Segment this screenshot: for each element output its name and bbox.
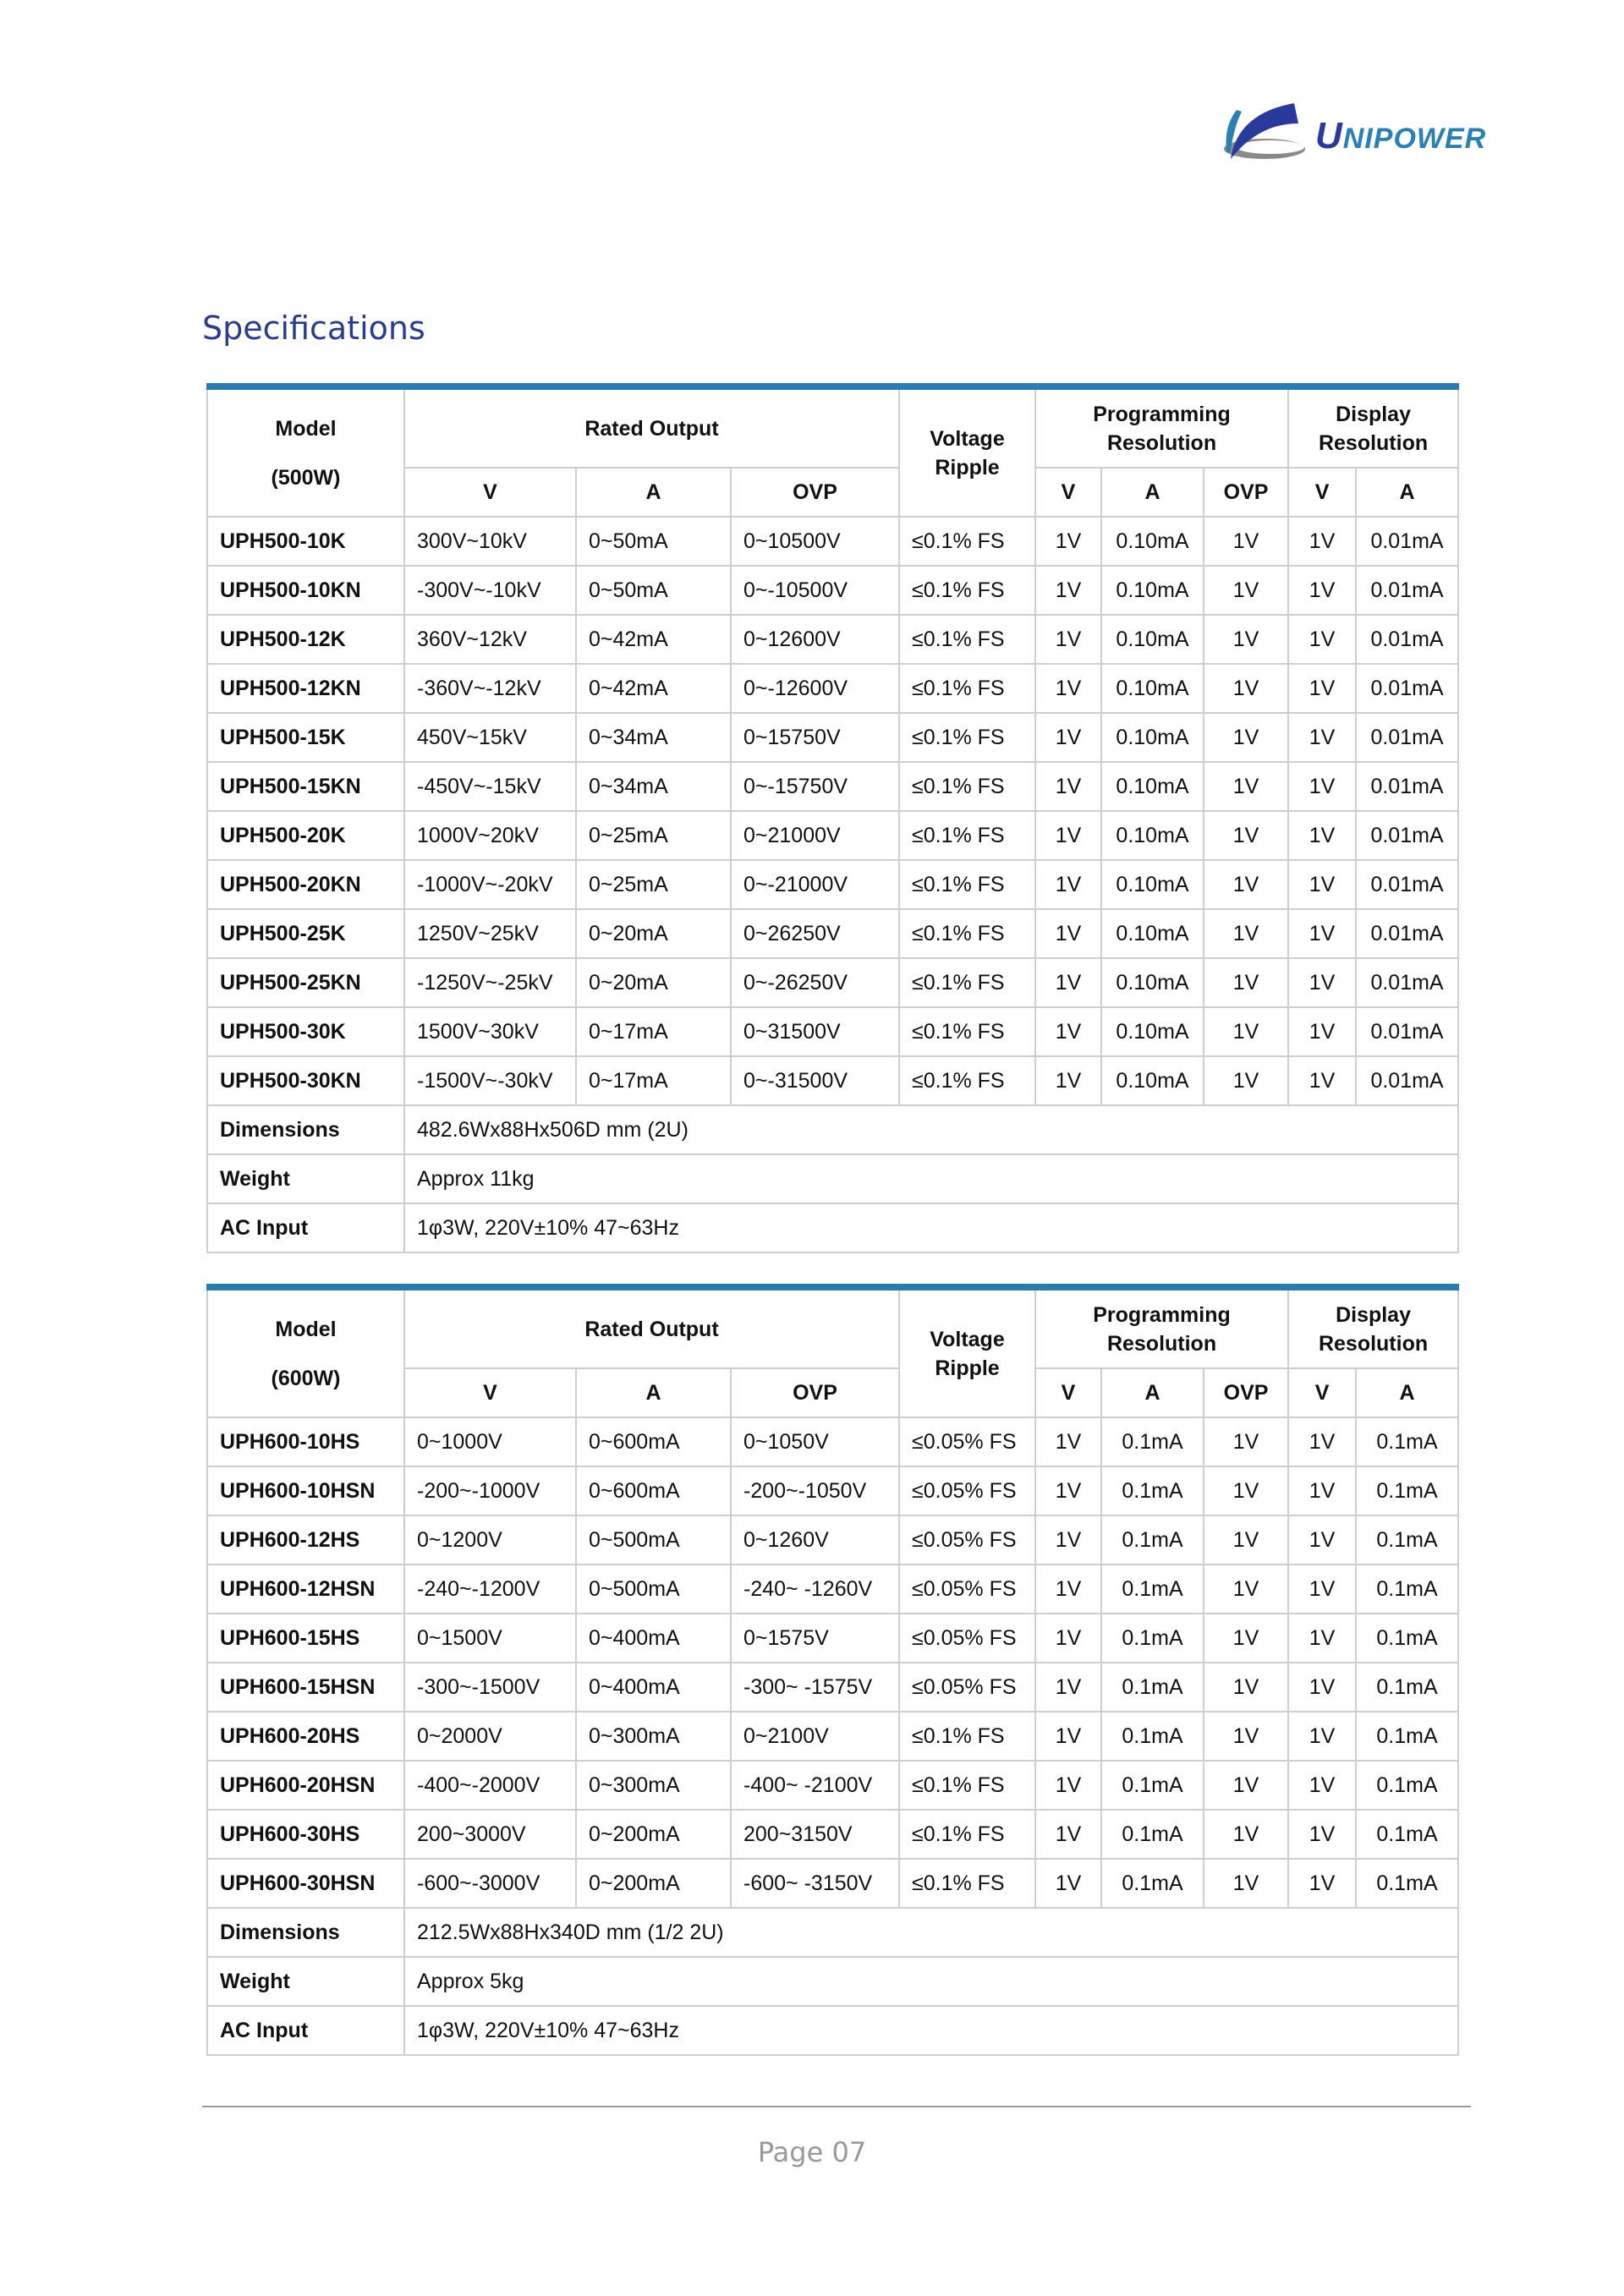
value-cell: ≤0.05% FS [899,1515,1035,1564]
table-row [207,566,1458,615]
value-cell: 0~21000V [731,811,899,860]
value-cell: 0.01mA [1356,566,1458,615]
model-cell: UPH600-20HSN [207,1761,404,1810]
value-cell: ≤0.1% FS [899,664,1035,713]
value-cell: 1V [1035,1712,1101,1761]
value-cell: 0~10500V [731,517,899,566]
subheader-a: A [1101,1368,1204,1417]
value-cell: 0.1mA [1101,1515,1204,1564]
logo-wordmark: UNIPOWER [1315,115,1487,156]
value-cell: 0~200mA [576,1810,731,1859]
value-cell: -450V~-15kV [404,762,576,811]
model-cell: UPH500-12K [207,615,404,664]
value-cell: ≤0.1% FS [899,958,1035,1007]
model-cell: UPH500-10K [207,517,404,566]
table-row [207,958,1458,1007]
table-row-ac-input [207,2006,1458,2055]
value-cell: 1V [1204,664,1288,713]
value-cell: 0~42mA [576,664,731,713]
table-row-weight [207,1957,1458,2006]
value-cell: 1V [1288,713,1356,762]
value-cell: 0.1mA [1101,1466,1204,1515]
subheader-v: V [404,1368,576,1417]
value-cell: 0.10mA [1101,615,1204,664]
table-row [207,1859,1458,1908]
value-cell: 0.1mA [1356,1614,1458,1663]
value-cell: ≤0.1% FS [899,566,1035,615]
value-cell: 1V [1035,615,1101,664]
row-label: Dimensions [207,1908,404,1957]
model-cell: UPH600-10HS [207,1417,404,1466]
value-cell: -400~ -2100V [731,1761,899,1810]
row-value: 1φ3W, 220V±10% 47~63Hz [404,2006,1458,2055]
value-cell: 1V [1204,762,1288,811]
value-cell: 1V [1288,860,1356,909]
value-cell: 1V [1204,1466,1288,1515]
row-label: Dimensions [207,1105,404,1154]
subheader-v: V [1035,468,1101,517]
table-row [207,713,1458,762]
model-cell: UPH500-30K [207,1007,404,1056]
value-cell: -400~-2000V [404,1761,576,1810]
value-cell: 1V [1035,762,1101,811]
value-cell: 1V [1204,517,1288,566]
table-row [207,1417,1458,1466]
subheader-a: A [1356,1368,1458,1417]
value-cell: 0~-15750V [731,762,899,811]
value-cell: 360V~12kV [404,615,576,664]
table-row [207,1810,1458,1859]
value-cell: 1V [1204,1810,1288,1859]
value-cell: 0.10mA [1101,713,1204,762]
value-cell: 0.1mA [1356,1859,1458,1908]
value-cell: 0~-21000V [731,860,899,909]
value-cell: 1V [1204,958,1288,1007]
value-cell: 1V [1035,860,1101,909]
value-cell: 0.01mA [1356,615,1458,664]
value-cell: 0.10mA [1101,860,1204,909]
model-cell: UPH600-12HSN [207,1564,404,1614]
voltage-ripple-header: Voltage Ripple [899,386,1035,517]
value-cell: 0.1mA [1101,1761,1204,1810]
table-row [207,762,1458,811]
value-cell: 0.1mA [1356,1712,1458,1761]
value-cell: ≤0.1% FS [899,713,1035,762]
value-cell: -240~ -1260V [731,1564,899,1614]
logo-swoosh-icon [1218,100,1311,167]
value-cell: 0.1mA [1356,1515,1458,1564]
value-cell: 1V [1035,1515,1101,1564]
value-cell: 0~50mA [576,566,731,615]
value-cell: 1V [1035,1056,1101,1105]
model-cell: UPH500-20KN [207,860,404,909]
value-cell: 1V [1288,1810,1356,1859]
value-cell: 1V [1035,1007,1101,1056]
value-cell: 1V [1204,1515,1288,1564]
value-cell: 0.01mA [1356,517,1458,566]
value-cell: 0~300mA [576,1761,731,1810]
value-cell: 0.1mA [1356,1761,1458,1810]
value-cell: 1V [1035,1466,1101,1515]
value-cell: -1250V~-25kV [404,958,576,1007]
value-cell: ≤0.1% FS [899,1007,1035,1056]
value-cell: 0~500mA [576,1515,731,1564]
value-cell: 1V [1035,1614,1101,1663]
value-cell: 1V [1035,566,1101,615]
rated-output-header: Rated Output [404,1287,899,1368]
value-cell: 0.1mA [1101,1564,1204,1614]
value-cell: 1V [1035,517,1101,566]
model-cell: UPH500-25KN [207,958,404,1007]
value-cell: 0~400mA [576,1663,731,1712]
value-cell: 1V [1204,566,1288,615]
value-cell: 1V [1035,958,1101,1007]
table-row [207,1663,1458,1712]
value-cell: 0.01mA [1356,909,1458,958]
value-cell: 0~500mA [576,1564,731,1614]
unipower-logo [1218,100,1487,167]
subheader-ovp: OVP [731,1368,899,1417]
value-cell: ≤0.1% FS [899,860,1035,909]
value-cell: 1V [1035,1859,1101,1908]
programming-resolution-header: Programming Resolution [1035,386,1288,468]
value-cell: 200~3000V [404,1810,576,1859]
model-cell: UPH500-12KN [207,664,404,713]
value-cell: 0.01mA [1356,811,1458,860]
value-cell: 0.1mA [1101,1712,1204,1761]
value-cell: -200~-1050V [731,1466,899,1515]
value-cell: 0.10mA [1101,664,1204,713]
value-cell: 0~-10500V [731,566,899,615]
table-row [207,1466,1458,1515]
value-cell: 1V [1204,1007,1288,1056]
rated-output-header: Rated Output [404,386,899,468]
page-number: Page 07 [757,2136,867,2168]
value-cell: 0.01mA [1356,762,1458,811]
value-cell: 0.1mA [1101,1614,1204,1663]
value-cell: 1V [1288,909,1356,958]
model-cell: UPH600-12HS [207,1515,404,1564]
model-cell: UPH500-15K [207,713,404,762]
value-cell: 0~-12600V [731,664,899,713]
value-cell: 0.1mA [1356,1466,1458,1515]
value-cell: ≤0.05% FS [899,1663,1035,1712]
model-header: Model (600W) [207,1287,404,1417]
value-cell: 1V [1204,1761,1288,1810]
value-cell: 0.1mA [1356,1810,1458,1859]
row-label: AC Input [207,1203,404,1252]
model-cell: UPH500-20K [207,811,404,860]
value-cell: 0~20mA [576,909,731,958]
value-cell: ≤0.1% FS [899,1810,1035,1859]
value-cell: 0.1mA [1356,1564,1458,1614]
value-cell: 1000V~20kV [404,811,576,860]
value-cell: 1V [1204,1859,1288,1908]
value-cell: 0~2100V [731,1712,899,1761]
subheader-a: A [1101,468,1204,517]
value-cell: -360V~-12kV [404,664,576,713]
model-cell: UPH500-10KN [207,566,404,615]
value-cell: 1V [1035,1564,1101,1614]
value-cell: 0~400mA [576,1614,731,1663]
value-cell: 1V [1288,1466,1356,1515]
value-cell: ≤0.1% FS [899,811,1035,860]
value-cell: 0.1mA [1101,1417,1204,1466]
subheader-v: V [1288,468,1356,517]
value-cell: 0.10mA [1101,1007,1204,1056]
value-cell: 1V [1204,713,1288,762]
value-cell: 0~1000V [404,1417,576,1466]
value-cell: 0~600mA [576,1417,731,1466]
value-cell: 0.01mA [1356,1056,1458,1105]
table-row-ac-input [207,1203,1458,1252]
value-cell: -300~ -1575V [731,1663,899,1712]
model-cell: UPH600-15HS [207,1614,404,1663]
value-cell: 1V [1035,1663,1101,1712]
subheader-v: V [404,468,576,517]
subheader-a: A [576,1368,731,1417]
value-cell: ≤0.1% FS [899,1761,1035,1810]
row-value: Approx 11kg [404,1154,1458,1203]
value-cell: 1V [1204,860,1288,909]
spec-table-600w [206,1284,1459,2056]
value-cell: 0~1050V [731,1417,899,1466]
value-cell: -240~-1200V [404,1564,576,1614]
value-cell: 1V [1204,1614,1288,1663]
table-row [207,1564,1458,1614]
voltage-ripple-header: Voltage Ripple [899,1287,1035,1417]
footer-divider [202,2106,1471,2107]
value-cell: 1V [1204,1417,1288,1466]
value-cell: 0~31500V [731,1007,899,1056]
value-cell: ≤0.05% FS [899,1564,1035,1614]
table-row [207,1515,1458,1564]
value-cell: 0~50mA [576,517,731,566]
value-cell: 0.01mA [1356,958,1458,1007]
model-cell: UPH500-30KN [207,1056,404,1105]
value-cell: -600~-3000V [404,1859,576,1908]
table-row [207,1614,1458,1663]
value-cell: 0.01mA [1356,1007,1458,1056]
table-row-weight [207,1154,1458,1203]
value-cell: -1000V~-20kV [404,860,576,909]
value-cell: 0.1mA [1101,1859,1204,1908]
value-cell: 1V [1288,1859,1356,1908]
table-row [207,664,1458,713]
row-label: Weight [207,1957,404,2006]
value-cell: 1V [1035,713,1101,762]
table-row [207,517,1458,566]
value-cell: 0~-26250V [731,958,899,1007]
value-cell: 300V~10kV [404,517,576,566]
value-cell: 0~34mA [576,762,731,811]
value-cell: 1V [1035,1761,1101,1810]
subheader-a: A [1356,468,1458,517]
row-label: Weight [207,1154,404,1203]
value-cell: ≤0.1% FS [899,909,1035,958]
value-cell: 0~2000V [404,1712,576,1761]
value-cell: 0~-31500V [731,1056,899,1105]
value-cell: 0.01mA [1356,860,1458,909]
model-cell: UPH600-30HS [207,1810,404,1859]
model-header: Model (500W) [207,386,404,517]
table-row [207,909,1458,958]
subheader-a: A [576,468,731,517]
row-label: AC Input [207,2006,404,2055]
value-cell: 0~17mA [576,1007,731,1056]
value-cell: ≤0.05% FS [899,1417,1035,1466]
value-cell: 1V [1288,762,1356,811]
value-cell: 1V [1288,1761,1356,1810]
value-cell: -300~-1500V [404,1663,576,1712]
table-row-dimensions [207,1908,1458,1957]
value-cell: 0~1575V [731,1614,899,1663]
spec-table-500w [206,383,1459,1253]
value-cell: 0.10mA [1101,909,1204,958]
value-cell: 0.10mA [1101,566,1204,615]
value-cell: 200~3150V [731,1810,899,1859]
table-row [207,1056,1458,1105]
table-row [207,1007,1458,1056]
value-cell: 0.01mA [1356,664,1458,713]
value-cell: ≤0.05% FS [899,1466,1035,1515]
value-cell: 1V [1288,958,1356,1007]
model-cell: UPH600-30HSN [207,1859,404,1908]
value-cell: 1V [1288,811,1356,860]
value-cell: 0.1mA [1101,1810,1204,1859]
value-cell: ≤0.05% FS [899,1614,1035,1663]
subheader-v: V [1035,1368,1101,1417]
value-cell: 0~25mA [576,811,731,860]
value-cell: 0.10mA [1101,1056,1204,1105]
value-cell: 1V [1288,1663,1356,1712]
table-row-dimensions [207,1105,1458,1154]
subheader-ovp: OVP [1204,468,1288,517]
value-cell: 1V [1035,1810,1101,1859]
value-cell: 1V [1288,1417,1356,1466]
value-cell: 0~300mA [576,1712,731,1761]
table-row [207,615,1458,664]
value-cell: -300V~-10kV [404,566,576,615]
value-cell: 1V [1288,1712,1356,1761]
table-row [207,1761,1458,1810]
subheader-ovp: OVP [1204,1368,1288,1417]
value-cell: 0~42mA [576,615,731,664]
value-cell: 0~1200V [404,1515,576,1564]
table-row [207,811,1458,860]
value-cell: 0~1500V [404,1614,576,1663]
value-cell: 0~1260V [731,1515,899,1564]
value-cell: 1V [1288,1056,1356,1105]
table-row [207,860,1458,909]
value-cell: 0.10mA [1101,762,1204,811]
display-resolution-header: Display Resolution [1288,386,1458,468]
value-cell: -600~ -3150V [731,1859,899,1908]
value-cell: 1V [1035,664,1101,713]
value-cell: 0~20mA [576,958,731,1007]
row-value: 1φ3W, 220V±10% 47~63Hz [404,1203,1458,1252]
value-cell: 1V [1204,615,1288,664]
value-cell: 0.10mA [1101,517,1204,566]
value-cell: 1V [1204,909,1288,958]
value-cell: 1V [1204,1712,1288,1761]
value-cell: ≤0.1% FS [899,1859,1035,1908]
row-value: 212.5Wx88Hx340D mm (1/2 2U) [404,1908,1458,1957]
value-cell: 0.01mA [1356,713,1458,762]
value-cell: ≤0.1% FS [899,517,1035,566]
value-cell: 0.1mA [1356,1417,1458,1466]
page-title: Specifications [202,310,425,347]
value-cell: -1500V~-30kV [404,1056,576,1105]
model-cell: UPH600-10HSN [207,1466,404,1515]
value-cell: 1V [1204,811,1288,860]
value-cell: 0.10mA [1101,958,1204,1007]
value-cell: 1500V~30kV [404,1007,576,1056]
programming-resolution-header: Programming Resolution [1035,1287,1288,1368]
subheader-v: V [1288,1368,1356,1417]
value-cell: 1V [1204,1663,1288,1712]
value-cell: 0~12600V [731,615,899,664]
value-cell: 1V [1035,1417,1101,1466]
value-cell: 0.10mA [1101,811,1204,860]
value-cell: 1V [1035,909,1101,958]
model-cell: UPH500-15KN [207,762,404,811]
value-cell: 1V [1288,615,1356,664]
value-cell: 0~15750V [731,713,899,762]
model-cell: UPH600-15HSN [207,1663,404,1712]
value-cell: 1V [1204,1564,1288,1614]
value-cell: 0.1mA [1356,1663,1458,1712]
value-cell: 0~17mA [576,1056,731,1105]
value-cell: 0.1mA [1101,1663,1204,1712]
model-cell: UPH500-25K [207,909,404,958]
value-cell: ≤0.1% FS [899,1056,1035,1105]
value-cell: 1V [1288,664,1356,713]
value-cell: ≤0.1% FS [899,1712,1035,1761]
value-cell: 0~600mA [576,1466,731,1515]
value-cell: 1V [1035,811,1101,860]
value-cell: 1V [1288,1515,1356,1564]
value-cell: 0~200mA [576,1859,731,1908]
value-cell: 1V [1288,566,1356,615]
value-cell: 0~34mA [576,713,731,762]
value-cell: 1V [1288,1564,1356,1614]
value-cell: ≤0.1% FS [899,762,1035,811]
value-cell: 1V [1288,517,1356,566]
value-cell: 0~26250V [731,909,899,958]
value-cell: ≤0.1% FS [899,615,1035,664]
model-cell: UPH600-20HS [207,1712,404,1761]
value-cell: 450V~15kV [404,713,576,762]
value-cell: 0~25mA [576,860,731,909]
value-cell: 1250V~25kV [404,909,576,958]
display-resolution-header: Display Resolution [1288,1287,1458,1368]
subheader-ovp: OVP [731,468,899,517]
table-row [207,1712,1458,1761]
value-cell: 1V [1204,1056,1288,1105]
row-value: 482.6Wx88Hx506D mm (2U) [404,1105,1458,1154]
value-cell: 1V [1288,1614,1356,1663]
value-cell: 1V [1288,1007,1356,1056]
row-value: Approx 5kg [404,1957,1458,2006]
value-cell: -200~-1000V [404,1466,576,1515]
